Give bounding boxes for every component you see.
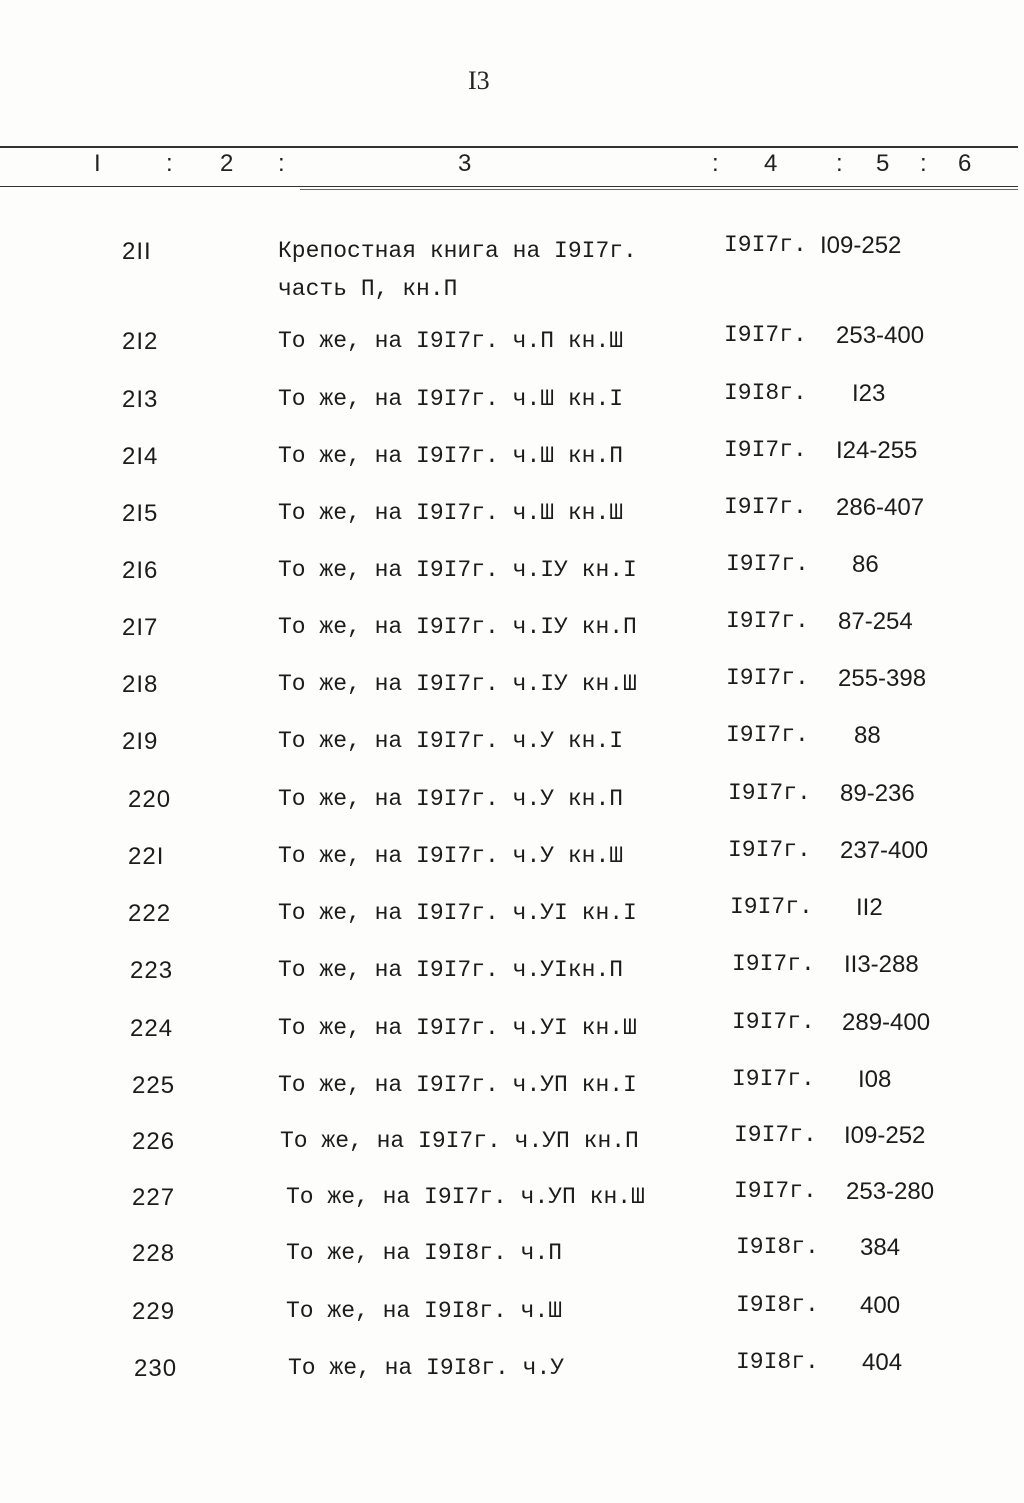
row-sheets: 87-254 [838, 608, 913, 635]
row-year: I9I7г. [730, 894, 813, 920]
header-separator: : [920, 150, 927, 177]
row-sheets: 253-280 [846, 1178, 935, 1205]
row-year: I9I7г. [734, 1122, 817, 1148]
row-title: То же, на I9I7г. ч.УI кн.I [278, 900, 637, 926]
row-sheets: II2 [856, 894, 883, 921]
row-title: То же, на I9I8г. ч.Ш [286, 1298, 563, 1324]
row-number: 2I4 [122, 443, 159, 470]
header-separator: : [836, 150, 843, 177]
row-title: То же, на I9I7г. ч.У кн.I [278, 728, 624, 754]
row-sheets: 286-407 [836, 494, 925, 521]
row-title: То же, на I9I7г. ч.Ш кн.I [278, 386, 624, 412]
row-year: I9I7г. [724, 322, 807, 348]
row-title: То же, на I9I7г. ч.IУ кн.Ш [278, 671, 637, 697]
row-sheets: 89-236 [840, 780, 915, 807]
row-title: То же, на I9I7г. ч.У кн.П [278, 786, 624, 812]
row-number: 228 [132, 1240, 176, 1267]
row-year: I9I7г. [734, 1178, 817, 1204]
row-number: 2I2 [122, 328, 159, 355]
row-sheets: 255-398 [838, 665, 927, 692]
row-number: 224 [130, 1015, 174, 1042]
row-title: То же, на I9I7г. ч.Ш кн.П [278, 443, 624, 469]
header-col-4: 4 [764, 150, 778, 177]
row-sheets: 289-400 [842, 1009, 931, 1036]
row-year: I9I8г. [724, 380, 807, 406]
row-year: I9I7г. [726, 665, 809, 691]
row-number: 220 [128, 786, 172, 813]
row-number: 22I [128, 843, 165, 870]
row-title: То же, на I9I7г. ч.УП кн.I [278, 1072, 637, 1098]
header-col-6: 6 [958, 150, 972, 177]
header-col-3: 3 [458, 150, 472, 177]
row-number: 227 [132, 1184, 176, 1211]
row-title: То же, на I9I7г. ч.П кн.Ш [278, 328, 624, 354]
row-title: То же, на I9I8г. ч.П [286, 1240, 563, 1266]
row-year: I9I7г. [726, 551, 809, 577]
row-title: То же, на I9I7г. ч.УI кн.Ш [278, 1015, 637, 1041]
row-title: То же, на I9I7г. ч.УIкн.П [278, 957, 624, 983]
row-title: То же, на I9I7г. ч.УП кн.Ш [286, 1184, 645, 1210]
row-year: I9I7г. [732, 1066, 815, 1092]
header-col-5: 5 [876, 150, 890, 177]
row-year: I9I7г. [732, 951, 815, 977]
row-sheets: 384 [860, 1234, 901, 1261]
row-title: То же, на I9I7г. ч.IУ кн.П [278, 614, 637, 640]
row-sheets: I09-252 [844, 1122, 926, 1149]
row-year: I9I7г. [724, 232, 807, 258]
header-separator: : [166, 150, 173, 177]
row-sheets: 86 [852, 551, 879, 578]
row-year: I9I8г. [736, 1349, 819, 1375]
row-year: I9I7г. [724, 437, 807, 463]
header-separator: : [278, 150, 285, 177]
row-year: I9I7г. [726, 722, 809, 748]
row-number: 2I3 [122, 386, 159, 413]
row-title: То же, на I9I7г. ч.IУ кн.I [278, 557, 637, 583]
row-year: I9I7г. [728, 837, 811, 863]
header-col-2: 2 [220, 150, 234, 177]
row-number: 2I5 [122, 500, 159, 527]
row-title: То же, на I9I7г. ч.У кн.Ш [278, 843, 624, 869]
header-col-1: I [94, 150, 101, 177]
row-year: I9I7г. [724, 494, 807, 520]
row-year: I9I7г. [726, 608, 809, 634]
row-number: 229 [132, 1298, 176, 1325]
row-number: 225 [132, 1072, 176, 1099]
row-sheets: I09-252 [820, 232, 902, 259]
row-year: I9I8г. [736, 1234, 819, 1260]
row-title: То же, на I9I7г. ч.УП кн.П [280, 1128, 639, 1154]
row-year: I9I7г. [732, 1009, 815, 1035]
row-number: 2I6 [122, 557, 159, 584]
row-number: 2II [122, 238, 152, 265]
row-sheets: 404 [862, 1349, 903, 1376]
row-year: I9I7г. [728, 780, 811, 806]
row-number: 223 [130, 957, 174, 984]
row-number: 2I7 [122, 614, 159, 641]
row-title: Крепостная книга на I9I7г. часть П, кн.П [278, 238, 637, 302]
row-sheets: 253-400 [836, 322, 925, 349]
row-number: 2I9 [122, 728, 159, 755]
row-number: 2I8 [122, 671, 159, 698]
row-sheets: II3-288 [844, 951, 919, 978]
row-sheets: I23 [852, 380, 886, 407]
page-number: I3 [468, 66, 490, 95]
row-sheets: 88 [854, 722, 881, 749]
row-sheets: 400 [860, 1292, 901, 1319]
row-title: То же, на I9I7г. ч.Ш кн.Ш [278, 500, 624, 526]
row-sheets: I24-255 [836, 437, 918, 464]
row-sheets: 237-400 [840, 837, 929, 864]
row-number: 226 [132, 1128, 176, 1155]
header-separator: : [712, 150, 719, 177]
row-sheets: I08 [858, 1066, 892, 1093]
row-title: То же, на I9I8г. ч.У [288, 1355, 565, 1381]
row-number: 230 [134, 1355, 178, 1382]
row-number: 222 [128, 900, 172, 927]
row-year: I9I8г. [736, 1292, 819, 1318]
